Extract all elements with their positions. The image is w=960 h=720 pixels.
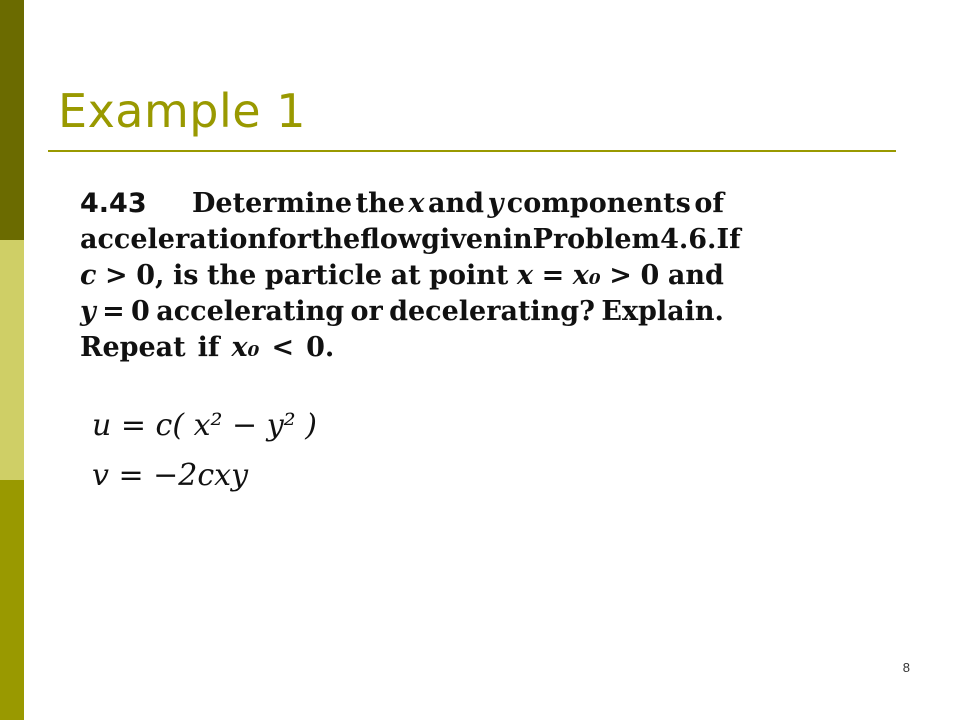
problem-word: at (390, 260, 421, 291)
problem-word: y (487, 188, 504, 219)
accent-bar-bottom (0, 480, 24, 720)
problem-word: x (516, 260, 534, 291)
accent-bar-middle (0, 240, 24, 480)
problem-word: Problem (532, 224, 661, 255)
problem-line-5 (80, 330, 724, 366)
problem-line-3 (80, 258, 724, 294)
problem-number: 4.43 (80, 188, 147, 219)
problem-line-1 (192, 186, 724, 222)
problem-line-2 (80, 222, 741, 258)
accent-bar-top (0, 0, 24, 240)
title-divider (48, 150, 896, 152)
problem-word: accelerating (156, 296, 345, 327)
problem-word: given (421, 224, 503, 255)
problem-word: the (206, 260, 257, 291)
page-number: 8 (902, 660, 910, 675)
problem-word: Determine (192, 188, 353, 219)
problem-statement-image (72, 178, 741, 364)
slide-title: Example 1 (58, 84, 306, 138)
problem-word: x₀ (231, 332, 260, 363)
problem-word: x₀ (572, 260, 601, 291)
problem-word: decelerating? (389, 296, 595, 327)
problem-word: in (502, 224, 533, 255)
problem-word: x (408, 188, 425, 219)
problem-word: the (310, 224, 361, 255)
problem-word: and (667, 260, 724, 291)
problem-word: 0 (640, 260, 660, 291)
problem-word: is (172, 260, 199, 291)
problem-word: > (609, 260, 632, 291)
problem-word: 4.6. (660, 224, 717, 255)
problem-word: if (197, 332, 220, 363)
problem-word: > (105, 260, 128, 291)
problem-word: particle (264, 260, 383, 291)
problem-word: 0 (131, 296, 150, 327)
problem-word: point (429, 260, 509, 291)
problem-word: = (102, 296, 125, 327)
problem-word: or (350, 296, 383, 327)
problem-word: Explain. (601, 296, 724, 327)
problem-word: components (506, 188, 691, 219)
problem-word: = (541, 260, 565, 291)
problem-word: c (80, 260, 97, 291)
problem-word: acceleration (80, 224, 268, 255)
problem-word: y (80, 296, 96, 327)
problem-word: flow (360, 224, 422, 255)
problem-word: of (694, 188, 724, 219)
problem-word: If (716, 224, 741, 255)
equation-v: v = −2cxy (92, 458, 249, 493)
problem-word: 0, (136, 260, 165, 291)
problem-word: and (428, 188, 485, 219)
problem-word: Repeat (80, 332, 186, 363)
problem-word: 0. (306, 332, 335, 363)
problem-line-4 (80, 294, 724, 330)
equation-u: u = c( x² − y² ) (92, 408, 317, 443)
problem-word: the (355, 188, 405, 219)
problem-word: for (267, 224, 311, 255)
problem-word: < (271, 332, 295, 363)
